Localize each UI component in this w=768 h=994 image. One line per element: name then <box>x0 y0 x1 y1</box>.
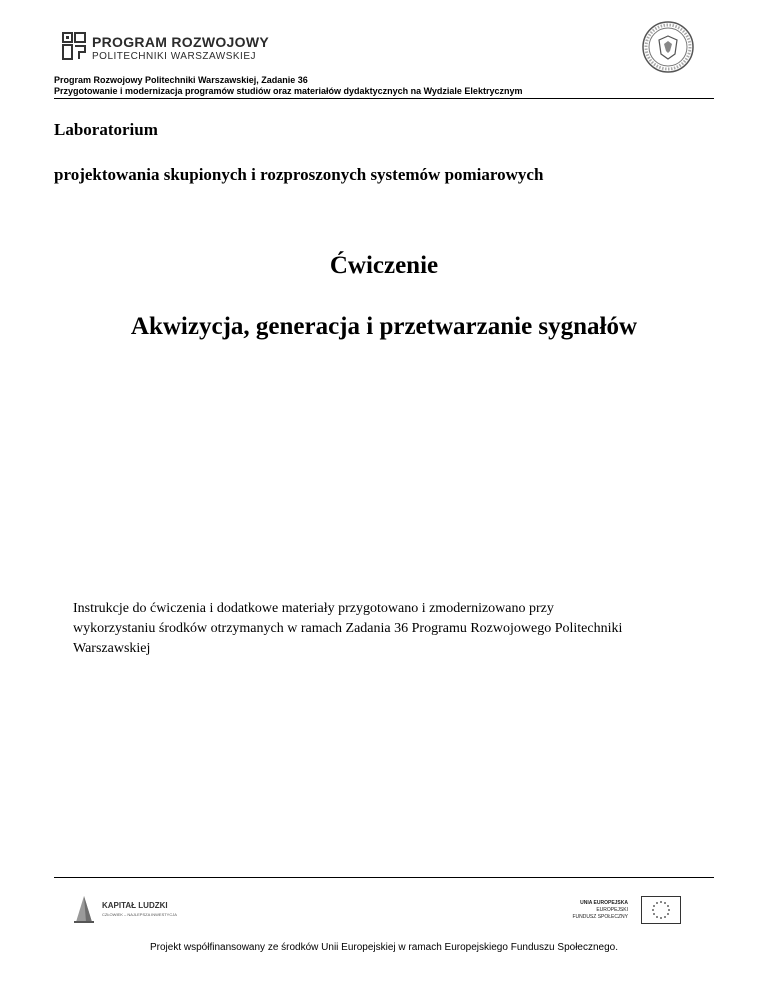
lab-subtitle: projektowania skupionych i rozproszonych systemów pomiarowych <box>54 165 544 184</box>
exercise-title: Akwizycja, generacja i przetwarzanie sygnałów <box>130 313 638 340</box>
kapital-ludzki-logo-icon <box>72 892 96 924</box>
funding-note: Instrukcje do ćwiczenia i dodatkowe materiały przygotowano i zmodernizowano przy wykorzystaniu środków otrzymanych w ramach Zadania 36 Programu Rozwojowego Politechniki Warszawskiej <box>73 601 623 656</box>
ue-label-line-1: UNIA EUROPEJSKA <box>580 900 628 906</box>
kapital-ludzki-title: KAPITAŁ LUDZKI <box>102 901 168 910</box>
ue-label-line-2: EUROPEJSKI <box>596 907 628 913</box>
logo-subtitle: POLITECHNIKI WARSZAWSKIEJ <box>92 51 256 62</box>
header-text <box>54 75 714 97</box>
kapital-ludzki-tagline: CZŁOWIEK – NAJLEPSZA INWESTYCJA <box>102 912 177 917</box>
program-rozwojowy-logo <box>62 30 269 64</box>
ue-efs-label <box>560 900 628 921</box>
program-rozwojowy-logo-icon <box>62 32 86 60</box>
exercise-label: Ćwiczenie <box>329 252 439 279</box>
header-line-1: Program Rozwojowy Politechniki Warszawskiej, Zadanie 36 <box>54 75 308 85</box>
lab-title: Laboratorium <box>54 120 158 139</box>
footer-divider <box>54 877 714 878</box>
university-seal-icon <box>641 20 695 74</box>
logo-title: PROGRAM ROZWOJOWY <box>92 34 269 50</box>
header-divider <box>54 98 714 99</box>
eu-flag-icon <box>641 896 681 924</box>
header-line-2: Przygotowanie i modernizacja programów studiów oraz materiałów dydaktycznych na Wydziale Elektrycznym <box>54 86 523 96</box>
footer-caption: Projekt współfinansowany ze środków Unii Europejskiej w ramach Europejskiego Funduszu Społecznego. <box>149 942 619 953</box>
kapital-ludzki-logo <box>72 892 192 928</box>
ue-label-line-3: FUNDUSZ SPOŁECZNY <box>572 914 628 920</box>
